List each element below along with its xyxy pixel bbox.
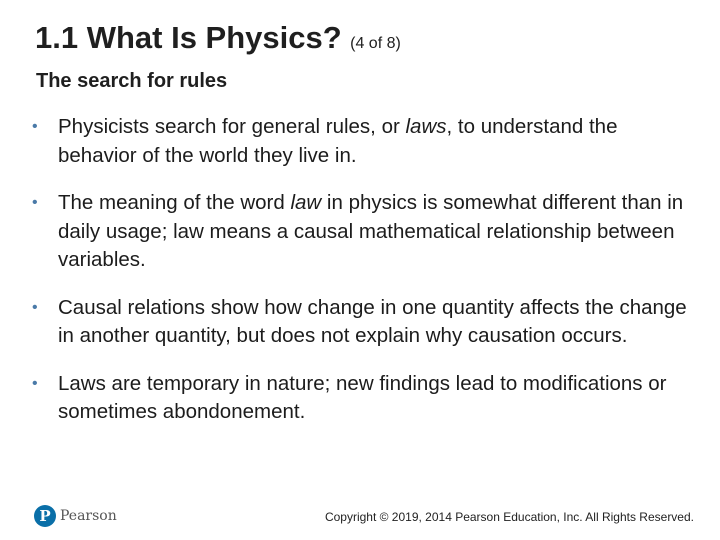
bullet-text: Physicists search for general rules, or laws, to understand the behavior of the world they live in.: [58, 115, 618, 167]
emphasis-term: laws: [405, 115, 447, 138]
slide-subtitle: The search for rules: [36, 70, 228, 92]
bullet-item: [32, 370, 692, 427]
bullet-item: [32, 294, 692, 351]
pearson-logo: [34, 505, 117, 527]
title-main: 1.1 What Is Physics?: [35, 20, 342, 55]
bullet-text: The meaning of the word law in physics is somewhat different than in daily usage; law means a causal mathematical relationship between variables.: [58, 191, 684, 271]
bullet-marker-icon: •: [32, 118, 38, 135]
bullet-item: [32, 113, 692, 170]
pearson-logo-icon: P: [34, 505, 56, 527]
bullet-text: Laws are temporary in nature; new findings lead to modifications or sometimes abondonement.: [58, 371, 667, 423]
title-page-count: (4 of 8): [350, 35, 401, 52]
pearson-logo-text: Pearson: [60, 508, 117, 524]
emphasis-term: law: [290, 191, 322, 214]
copyright-notice: Copyright © 2019, 2014 Pearson Education, Inc. All Rights Reserved.: [324, 510, 694, 524]
bullet-marker-icon: •: [32, 374, 38, 392]
bullet-item: [32, 189, 692, 275]
bullet-text: Causal relations show how change in one quantity affects the change in another quantity, but does not explain why causation occurs.: [58, 295, 687, 347]
bullet-marker-icon: •: [32, 298, 38, 316]
slide-title: [35, 20, 401, 56]
bullet-marker-icon: •: [32, 194, 38, 211]
bullet-list: [32, 113, 692, 446]
